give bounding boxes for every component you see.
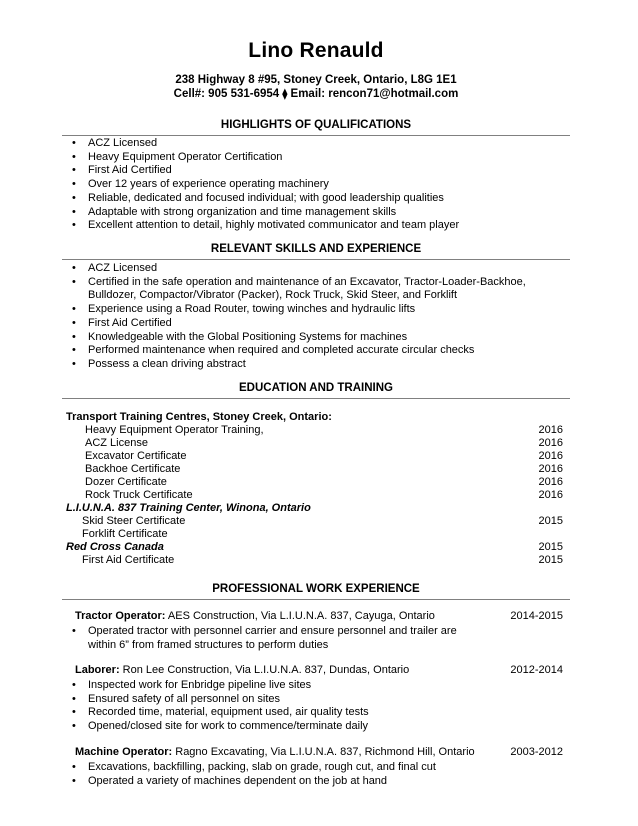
certificate-year: 2016 — [538, 476, 563, 488]
certificate-year: 2016 — [538, 424, 563, 436]
list-item: • Operated tractor with personnel carrier and ensure personnel and trailer are within 6” from framed structures to perform duties — [66, 625, 486, 652]
skills-list — [66, 262, 566, 372]
certificate-name: Rock Truck Certificate — [85, 489, 193, 501]
school-name: Red Cross Canada — [66, 541, 164, 553]
section-title-skills: RELEVANT SKILLS AND EXPERIENCE — [210, 243, 422, 255]
education-item — [66, 489, 566, 502]
education-item — [66, 437, 566, 450]
education-item — [66, 515, 566, 528]
list-item: • Over 12 years of experience operating machinery — [66, 178, 566, 192]
school-name: Transport Training Centres, Stoney Creek, Ontario: — [66, 411, 332, 423]
job-details: AES Construction, Via L.I.U.N.A. 837, Cayuga, Ontario — [165, 610, 435, 622]
job-role: Machine Operator: — [75, 746, 173, 758]
certificate-year: 2016 — [538, 463, 563, 475]
list-item: • Possess a clean driving abstract — [66, 358, 566, 372]
list-item: • Ensured safety of all personnel on sites — [66, 693, 566, 707]
list-item: • ACZ Licensed — [66, 137, 566, 151]
address-line: 238 Highway 8 #95, Stoney Creek, Ontario, L8G 1E1 — [175, 74, 457, 86]
certificate-year: 2016 — [538, 437, 563, 449]
list-item: • Performed maintenance when required and completed accurate circular checks — [66, 344, 566, 358]
education-block — [66, 411, 566, 567]
certificate-name: Excavator Certificate — [85, 450, 187, 462]
list-item: • Certified in the safe operation and maintenance of an Excavator, Tractor-Loader-Backhoe, Bulldozer, Compactor/Vibrator (Packer), Rock Truck, Skid Steer, and Forklift — [66, 276, 566, 303]
list-item: • Excavations, backfilling, packing, slab on grade, rough cut, and final cut — [66, 761, 566, 775]
list-item: • First Aid Certified — [66, 317, 566, 331]
certificate-name: First Aid Certificate — [82, 554, 175, 566]
job-details: Ron Lee Construction, Via L.I.U.N.A. 837, Dundas, Ontario — [119, 664, 410, 676]
certificate-name: Dozer Certificate — [85, 476, 167, 488]
list-item: • Inspected work for Enbridge pipeline live sites — [66, 679, 566, 693]
list-item: • Reliable, dedicated and focused individual; with good leadership qualities — [66, 192, 566, 206]
diamond-separator-icon: ⧫ — [282, 89, 288, 100]
cell-number: Cell#: 905 531-6954 — [173, 88, 280, 100]
education-item — [66, 476, 566, 489]
highlights-list — [66, 137, 566, 233]
email-address: Email: rencon71@hotmail.com — [290, 88, 459, 100]
list-item: • Opened/closed site for work to commence/terminate daily — [66, 720, 566, 734]
certificate-name: Backhoe Certificate — [85, 463, 181, 475]
job-role: Laborer: — [75, 664, 120, 676]
certificate-name: Heavy Equipment Operator Training, — [85, 424, 264, 436]
section-title-highlights: HIGHLIGHTS OF QUALIFICATIONS — [220, 119, 412, 131]
education-item — [66, 528, 566, 541]
job-years: 2012-2014 — [510, 664, 563, 676]
list-item: • Experience using a Road Router, towing winches and hydraulic lifts — [66, 303, 566, 317]
education-item — [66, 463, 566, 476]
certificate-name: Skid Steer Certificate — [82, 515, 186, 527]
education-item — [66, 424, 566, 437]
school-name: L.I.U.N.A. 837 Training Center, Winona, Ontario — [66, 502, 311, 514]
candidate-name: Lino Renauld — [248, 39, 384, 62]
education-item — [66, 450, 566, 463]
job-duties — [66, 625, 486, 652]
section-divider — [62, 135, 570, 136]
certificate-year: 2015 — [538, 515, 563, 527]
job-header — [75, 746, 563, 759]
job-header — [75, 664, 563, 677]
certificate-year: 2016 — [538, 450, 563, 462]
certificate-year: 2016 — [538, 489, 563, 501]
job-years: 2003-2012 — [510, 746, 563, 758]
certificate-name: ACZ License — [85, 437, 148, 449]
list-item: • Recorded time, material, equipment used, air quality tests — [66, 706, 566, 720]
job-role: Tractor Operator: — [75, 610, 166, 622]
list-item: • Excellent attention to detail, highly motivated communicator and team player — [66, 219, 566, 233]
job-details: Ragno Excavating, Via L.I.U.N.A. 837, Richmond Hill, Ontario — [172, 746, 475, 758]
contact-line — [66, 88, 566, 100]
job-header — [75, 610, 563, 623]
list-item: • Heavy Equipment Operator Certification — [66, 151, 566, 165]
list-item: • Knowledgeable with the Global Positioning Systems for machines — [66, 331, 566, 345]
list-item: • Adaptable with strong organization and time management skills — [66, 206, 566, 220]
certificate-year: 2015 — [538, 541, 563, 553]
job-years: 2014-2015 — [510, 610, 563, 622]
section-divider — [62, 259, 570, 260]
section-divider — [62, 398, 570, 399]
job-duties — [66, 679, 566, 734]
education-item — [66, 554, 566, 567]
certificate-name: Forklift Certificate — [82, 528, 168, 540]
list-item: • First Aid Certified — [66, 164, 566, 178]
section-title-work: PROFESSIONAL WORK EXPERIENCE — [212, 583, 420, 595]
section-divider — [62, 599, 570, 600]
job-duties — [66, 761, 566, 788]
list-item: • Operated a variety of machines dependent on the job at hand — [66, 775, 566, 789]
education-item — [66, 541, 566, 554]
section-title-education: EDUCATION AND TRAINING — [239, 382, 393, 394]
list-item: • ACZ Licensed — [66, 262, 566, 276]
certificate-year: 2015 — [538, 554, 563, 566]
